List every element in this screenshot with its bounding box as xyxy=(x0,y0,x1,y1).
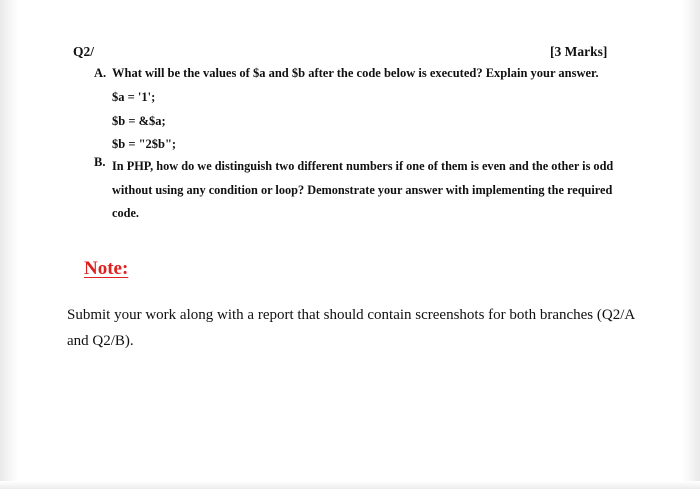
page-edge-bottom xyxy=(0,481,700,489)
part-b-letter: B. xyxy=(94,155,106,169)
page-edge-left xyxy=(0,0,18,489)
part-a-letter: A. xyxy=(94,66,107,80)
code-line: $a = '1'; xyxy=(112,90,156,104)
part-a-text: What will be the values of $a and $b after the code below is executed? Explain your answer. xyxy=(112,66,599,80)
code-line: $b = &$a; xyxy=(112,114,166,128)
note-heading: Note: xyxy=(84,258,129,279)
page-edge-right xyxy=(682,0,700,489)
part-b-text: In PHP, how do we distinguish two different numbers if one of them is even and the other is odd without using any condition or loop? Demonstrate your answer with implementing the required code. xyxy=(112,159,614,220)
question-marks: [3 Marks] xyxy=(550,44,608,59)
question-label: Q2/ xyxy=(73,44,95,59)
note-text: Submit your work along with a report that should contain screenshots for both branches (Q2/A and Q2/B). xyxy=(67,307,635,349)
code-line: $b = "2$b"; xyxy=(112,137,177,151)
